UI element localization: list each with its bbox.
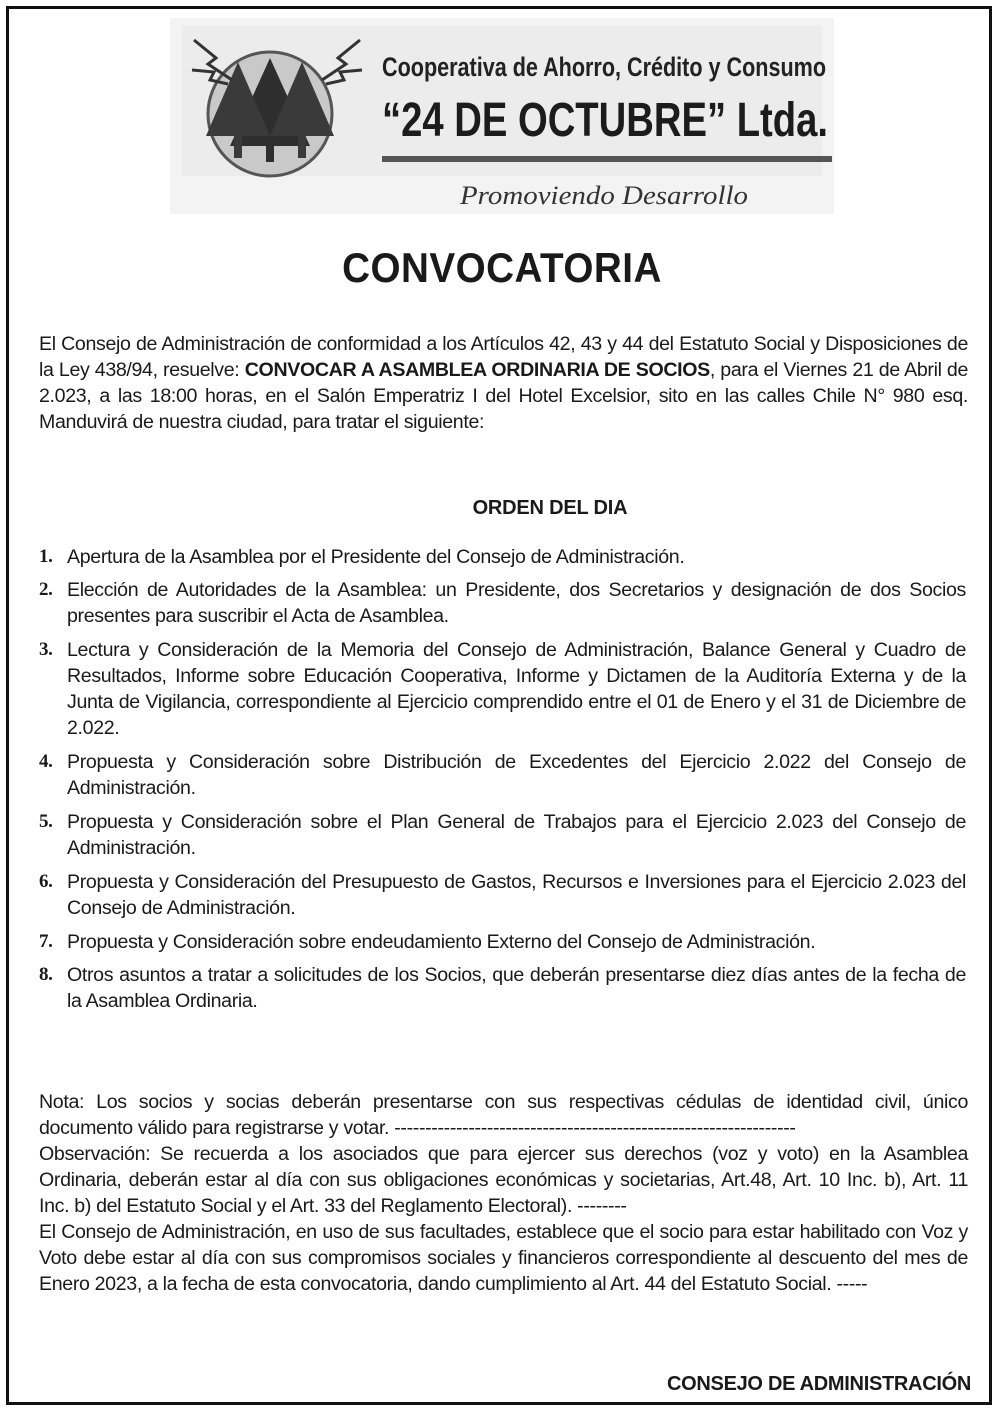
agenda-item-text: Propuesta y Consideración sobre el Plan General de Trabajos para el Ejercicio 2.023 del Consejo de Administración. — [67, 811, 966, 859]
council-paragraph: El Consejo de Administración, en uso de sus facultades, establece que el socio para estar habilitado con Voz y Voto debe estar al día con sus compromisos sociales y financieros correspondiente al descuento del mes de Enero 2023, a la fecha de esta convocatoria, dando cumplimiento al Art. 44 del Estatuto Social. ----- — [39, 1221, 968, 1295]
agenda-item — [39, 962, 966, 1014]
agenda-item-number: 3. — [39, 639, 53, 660]
agenda-item-text: Elección de Autoridades de la Asamblea: un Presidente, dos Secretarios y designación de dos Socios presentes para suscribir el Acta de Asamblea. — [67, 579, 966, 627]
cooperative-logo — [170, 18, 834, 214]
agenda-item-text: Propuesta y Consideración sobre endeudamiento Externo del Consejo de Administración. — [67, 931, 816, 953]
agenda-item-text: Propuesta y Consideración sobre Distribución de Excedentes del Ejercicio 2.022 del Consejo de Administración. — [67, 751, 966, 799]
intro-text-start: El Consejo de Administración de conformidad a los Artículos 42, 43 y 44 del Estatuto Social y Disposiciones de la Ley 438/94, resuelve: — [39, 333, 968, 381]
agenda-item-text: Propuesta y Consideración del Presupuesto de Gastos, Recursos e Inversiones para el Ejercicio 2.023 del Consejo de Administración. — [67, 871, 966, 919]
agenda-item-number: 7. — [39, 931, 53, 952]
agenda-item — [39, 869, 966, 921]
agenda-item-number: 1. — [39, 546, 53, 567]
intro-paragraph — [39, 331, 968, 435]
agenda-item-number: 6. — [39, 871, 53, 892]
agenda-item — [39, 544, 966, 570]
slogan: Promoviendo Desarrollo — [458, 181, 748, 210]
notes-section — [39, 1089, 968, 1297]
agenda-item-text: Lectura y Consideración de la Memoria del Consejo de Administración, Balance General y Cuadro de Resultados, Informe sobre Educación Cooperativa, Informe y Dictamen de la Auditoría Externa y de la Junta de Vigilancia, correspondiente al Ejercicio comprendido entre el 01 de Enero y el 31 de Diciembre de 2.022. — [67, 639, 966, 739]
agenda-item-number: 5. — [39, 811, 53, 832]
agenda-item — [39, 929, 966, 955]
agenda-item — [39, 749, 966, 801]
org-name-line1: Cooperativa de Ahorro, Crédito y Consumo — [382, 52, 826, 82]
agenda-title: ORDEN DEL DIA — [472, 497, 628, 519]
agenda-item-number: 8. — [39, 964, 53, 985]
agenda-item — [39, 577, 966, 629]
intro-bold-text: CONVOCAR A ASAMBLEA ORDINARIA DE SOCIOS — [244, 359, 710, 381]
agenda-item-text: Apertura de la Asamblea por el Presidente del Consejo de Administración. — [67, 546, 685, 568]
agenda-item-number: 2. — [39, 579, 53, 600]
intro-text-end: , para el Viernes 21 de Abril de 2.023, a las 18:00 horas, en el Salón Emperatriz I del Hotel Excelsior, sito en las calles Chile N° 980 esq. Manduvirá de nuestra ciudad, para tratar el siguiente: — [39, 359, 969, 433]
observation-paragraph: Observación: Se recuerda a los asociados que para ejercer sus derechos (voz y voto) en la Asamblea Ordinaria, deberán estar al día con sus obligaciones económicas y societarias, Art.48, Art. 10 Inc. b), Art. 11 Inc. b) del Estatuto Social y el Art. 33 del Reglamento Electoral). -------- — [39, 1143, 968, 1217]
agenda-item — [39, 809, 966, 861]
agenda-list — [39, 544, 966, 1022]
emblem-circle — [206, 52, 334, 176]
page-title: CONVOCATORIA — [342, 244, 662, 291]
agenda-item-text: Otros asuntos a tratar a solicitudes de los Socios, que deberán presentarse diez días antes de la fecha de la Asamblea Ordinaria. — [67, 964, 966, 1012]
logo-underline — [382, 156, 832, 162]
signature: CONSEJO DE ADMINISTRACIÓN — [666, 1373, 971, 1395]
note-paragraph: Nota: Los socios y socias deberán presentarse con sus respectivas cédulas de identidad civil, único documento válido para registrarse y votar. ----------------------------------------------------------------- — [39, 1091, 968, 1139]
agenda-item-number: 4. — [39, 751, 53, 772]
agenda-item — [39, 637, 966, 741]
org-name-line2: “24 DE OCTUBRE” Ltda. — [382, 94, 828, 147]
